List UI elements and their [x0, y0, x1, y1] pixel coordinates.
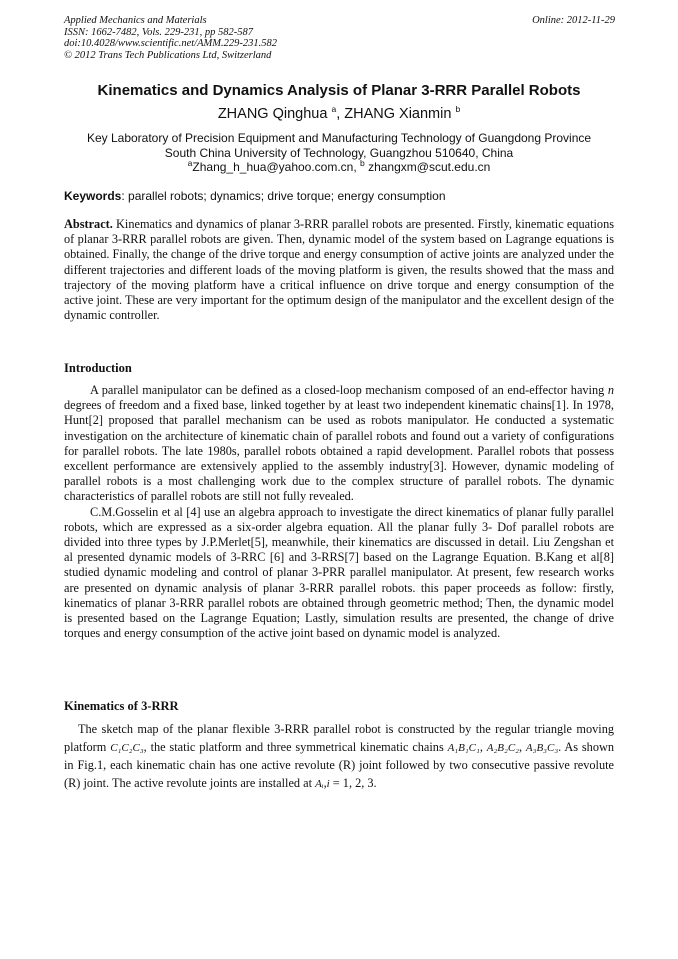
paragraph-text: . As shown in Fig.1, each kinematic chain has one active revolute (R) joint followed by two consecutive passive revolute (R) joint. The active revolute joints are installed at [64, 739, 615, 790]
abstract [64, 217, 614, 323]
author-mark: b [455, 104, 461, 115]
paragraph-text: A parallel manipulator can be defined as a closed-loop mechanism composed of an end-effector having [90, 383, 608, 397]
email-text: zhangxm@scut.edu.cn [364, 160, 491, 174]
author-name: ZHANG Xianmin [344, 106, 452, 122]
math-expression: A₂B₂C₂ [486, 741, 519, 754]
math-expression: Aᵢ [315, 777, 324, 790]
author-emails [0, 160, 678, 175]
journal-doi: doi:10.4028/www.scientific.net/AMM.229-231.582 [64, 38, 277, 49]
journal-header [64, 15, 277, 61]
journal-issn: ISSN: 1662-7482, Vols. 229-231, pp 582-587 [64, 26, 253, 38]
paragraph-text: , [519, 739, 526, 754]
journal-name: Applied Mechanics and Materials [64, 15, 207, 26]
paragraph-text: degrees of freedom and a fixed base, linked together by at least two independent kinematic chains[1]. In 1978, Hunt[2] proposed that parallel mechanism can be used as robots manipulator. He conducted a systematic investigation on the architecture of kinematic chain of parallel robots and found out a variety of configurations for parallel robots. The late 1980s, parallel robots obtained a rapid development. Parallel robots that possess excellent performance are extensively applied to the assembly industry[3]. However, dynamic modeling of parallel robots is a most challenging work due to the complex structure of parallel robots. The dynamic characteristics of parallel robots are still not fully revealed. [64, 398, 614, 504]
math-variable: n [607, 383, 614, 397]
math-expression: A₁B₁C₁ [447, 741, 480, 754]
paragraph-text: , the static platform and three symmetrical kinematic chains [143, 739, 448, 754]
introduction-body [64, 383, 614, 641]
kinematics-body [64, 721, 614, 793]
email-mark: b [360, 158, 365, 168]
online-date: Online: 2012-11-29 [532, 15, 615, 26]
keywords-text: : parallel robots; dynamics; drive torque; energy consumption [121, 189, 446, 203]
email-text: Zhang_h_hua@yahoo.com.cn, [192, 160, 361, 174]
journal-copyright: © 2012 Trans Tech Publications Ltd, Switzerland [64, 49, 272, 61]
paragraph [64, 721, 614, 793]
abstract-text: Kinematics and dynamics of planar 3-RRR parallel robots are presented. Firstly, kinematic equations of planar 3-RRR parallel robots are given. Then, dynamic model of the system based on Lagrange equations is obtained. Finally, the change of the drive torque and energy consumption of active joints are analyzed under the different trajectories and different loads of the moving platform is given, the results showed that the mass and trajectory of the moving platform have a critical influence on drive torque and energy consumption of the active joint. These are very important for the optimum design of the manipulator and the excellent design of the dynamic controller. [64, 217, 614, 323]
section-heading-kinematics: Kinematics of 3-RRR [64, 699, 179, 713]
affiliation-university: South China University of Technology, Guangzhou 510640, China [164, 145, 514, 160]
abstract-label: Abstract. [64, 217, 113, 231]
author-separator: , [336, 106, 345, 122]
math-expression: A₃B₃C₃ [525, 741, 559, 754]
paper-title: Kinematics and Dynamics Analysis of Planar 3-RRR Parallel Robots [97, 82, 581, 99]
paragraph-text: The sketch map of the planar flexible 3-RRR parallel robot is constructed by the regular triangle moving platform [64, 722, 614, 754]
section-heading-introduction: Introduction [64, 361, 132, 375]
keywords [64, 189, 616, 203]
keywords-label: Keywords [64, 189, 122, 203]
math-expression: C₁C₂C₃ [110, 741, 144, 754]
paragraph-text: , [479, 739, 487, 754]
email-mark: a [187, 158, 193, 168]
paragraph [64, 383, 614, 505]
paragraph-text: , [323, 775, 327, 790]
affiliation [0, 131, 678, 175]
author-mark: a [331, 104, 337, 115]
affiliation-lab: Key Laboratory of Precision Equipment and Manufacturing Technology of Guangdong Province [86, 131, 592, 145]
paragraph: C.M.Gosselin et al [4] use an algebra approach to investigate the direct kinematics of planar fully parallel robots, which are expressed as a six-order algebra equation. All the planar fully 3- Dof parallel robots are divided into three types by J.P.Merlet[5], meanwhile, their kinematics are discussed in detail. Liu Zengshan et al presented dynamic models of 3-RRC [6] and 3-RRS[7] based on the Lagrange Equation. B.Kang et al[8] studied dynamic modeling and control of planar 3-PRR parallel manipulator. At present, few research works are presented on dynamic analysis of planar 3-RRR parallel robots. this paper proceeds as follow: firstly, kinematics of planar 3-RRR parallel robots are obtained through geometric method; Then, the dynamic model is presented based on the Lagrange Equation; Lastly, simulation results are presented, the change of drive torques and energy consumption of the active joint based on dynamic model is analyzed. [64, 504, 614, 641]
author-name: ZHANG Qinghua [217, 106, 328, 122]
math-expression: i [326, 777, 330, 790]
paragraph-text: = 1, 2, 3. [329, 775, 377, 790]
author-line [0, 106, 678, 122]
